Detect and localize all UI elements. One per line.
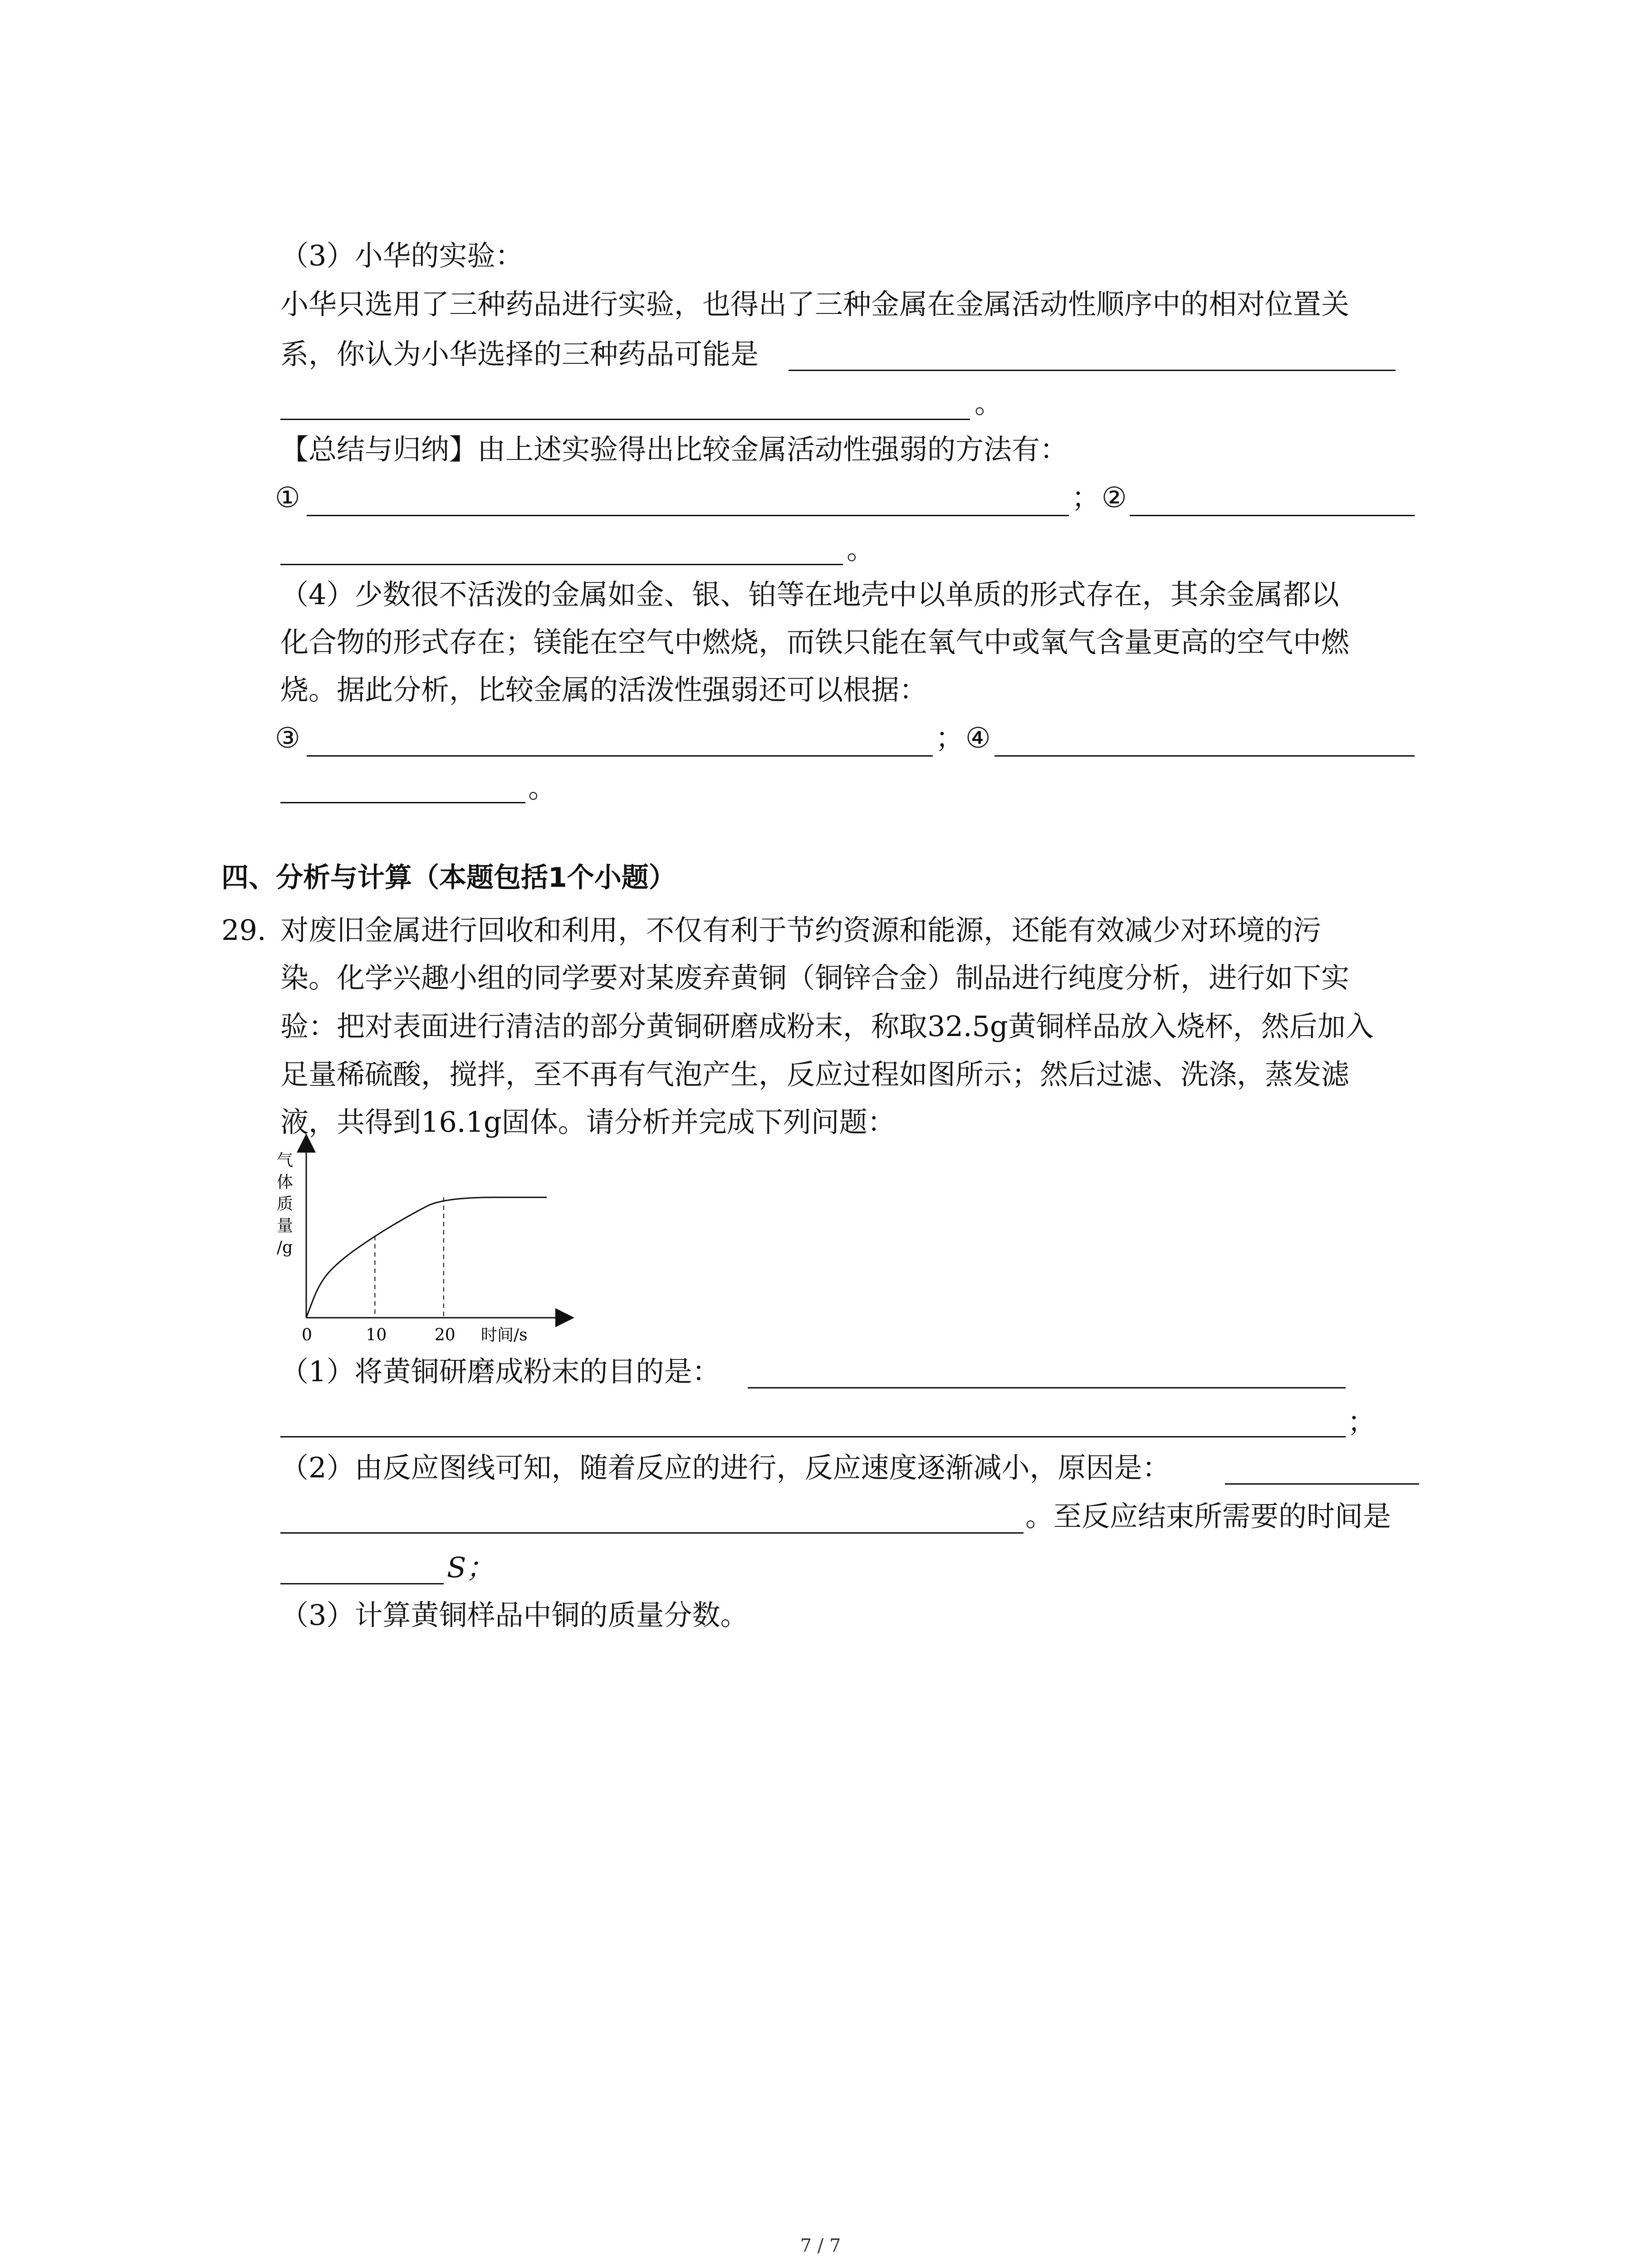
q29-text-line4: 足量稀硫酸，搅拌，至不再有气泡产生，反应过程如图所示；然后过滤、洗涤，蒸发滤 xyxy=(280,1058,1350,1091)
sub2-time-blank[interactable] xyxy=(280,1583,444,1584)
q3-heading: （3）小华的实验： xyxy=(280,239,524,272)
x-tick-label: 20 xyxy=(434,1326,456,1344)
sub2-answer-blank-2[interactable] xyxy=(280,1532,1024,1534)
gas-mass-curve xyxy=(306,1198,547,1318)
summary-answer-blank-3[interactable] xyxy=(280,564,843,565)
sub1-answer-blank-2[interactable] xyxy=(280,1436,1346,1437)
y-axis-label-char: 体 xyxy=(277,1173,294,1192)
q29-sub2-text: （2）由反应图线可知，随着反应的进行，反应速度逐渐减小，原因是： xyxy=(280,1451,1171,1484)
summary-mark-2: ② xyxy=(1102,481,1127,514)
x-tick-label: 10 xyxy=(366,1326,387,1344)
q29-sub2-mid: 。至反应结束所需要的时间是 xyxy=(1025,1500,1391,1533)
q4-answer-blank-1[interactable] xyxy=(307,755,933,757)
x-tick-label: 0 xyxy=(302,1326,312,1344)
x-axis-label: 时间/s xyxy=(481,1326,528,1344)
y-axis-label-char: /g xyxy=(277,1238,293,1257)
q4-text-line3: 烧。据此分析，比较金属的活泼性强弱还可以根据： xyxy=(280,673,928,706)
q3-answer-blank-2[interactable] xyxy=(280,419,970,420)
section-title: 四、分析与计算（本题包括1个小题） xyxy=(221,862,676,894)
y-axis-label-char: 气 xyxy=(277,1151,294,1170)
q29-text-line2: 染。化学兴趣小组的同学要对某废弃黄铜（铜锌合金）制品进行纯度分析，进行如下实 xyxy=(280,961,1350,994)
q29-text-line5: 液，共得到16.1g固体。请分析并完成下列问题： xyxy=(280,1105,896,1139)
y-axis-label-char: 量 xyxy=(277,1217,294,1235)
q3-text-line1: 小华只选用了三种药品进行实验，也得出了三种金属在金属活动性顺序中的相对位置关 xyxy=(280,288,1350,321)
q29-number: 29. xyxy=(221,914,266,947)
page-number: 7 / 7 xyxy=(800,2235,841,2256)
sub2-answer-blank-1[interactable] xyxy=(1225,1483,1419,1485)
q29-sub3-text: （3）计算黄铜样品中铜的质量分数。 xyxy=(280,1598,749,1632)
summary-answer-blank-1[interactable] xyxy=(307,515,1069,516)
q3-line-end: 。 xyxy=(975,386,1003,420)
gas-mass-time-chart xyxy=(268,1134,576,1347)
q4-answer-blank-2[interactable] xyxy=(994,755,1415,757)
sub1-answer-blank-1[interactable] xyxy=(748,1387,1346,1388)
q4-end: 。 xyxy=(528,771,557,804)
summary-mark-1: ① xyxy=(275,481,300,514)
q29-text-line3: 验：把对表面进行清洁的部分黄铜研磨成粉末，称取32.5g黄铜样品放入烧杯，然后加入 xyxy=(280,1010,1374,1043)
q4-answer-blank-3[interactable] xyxy=(280,802,525,803)
summary-text: 【总结与归纳】由上述实验得出比较金属活动性强弱的方法有： xyxy=(280,433,1068,466)
q4-separator: ； xyxy=(936,721,964,754)
q29-sub1-text: （1）将黄铜研磨成粉末的目的是： xyxy=(280,1355,720,1388)
q29-sub2-unit: S； xyxy=(447,1551,495,1584)
summary-end: 。 xyxy=(847,533,875,566)
q4-text-line2: 化合物的形式存在；镁能在空气中燃烧，而铁只能在氧气中或氧气含量更高的空气中燃 xyxy=(280,626,1350,659)
q29-text-line1: 对废旧金属进行回收和利用，不仅有利于节约资源和能源，还能有效减少对环境的污 xyxy=(280,914,1322,947)
y-axis-label-char: 质 xyxy=(277,1195,294,1213)
q4-mark-3: ③ xyxy=(275,721,300,754)
summary-separator: ； xyxy=(1072,481,1100,514)
q29-sub1-end: ； xyxy=(1347,1405,1376,1438)
q4-text-line1: （4）少数很不活泼的金属如金、银、铂等在地壳中以单质的形式存在，其余金属都以 xyxy=(280,578,1339,611)
q4-mark-4: ④ xyxy=(965,721,991,754)
summary-answer-blank-2[interactable] xyxy=(1130,515,1415,516)
q3-text-line2: 系，你认为小华选择的三种药品可能是 xyxy=(280,337,759,371)
q3-answer-blank-1[interactable] xyxy=(789,370,1396,371)
